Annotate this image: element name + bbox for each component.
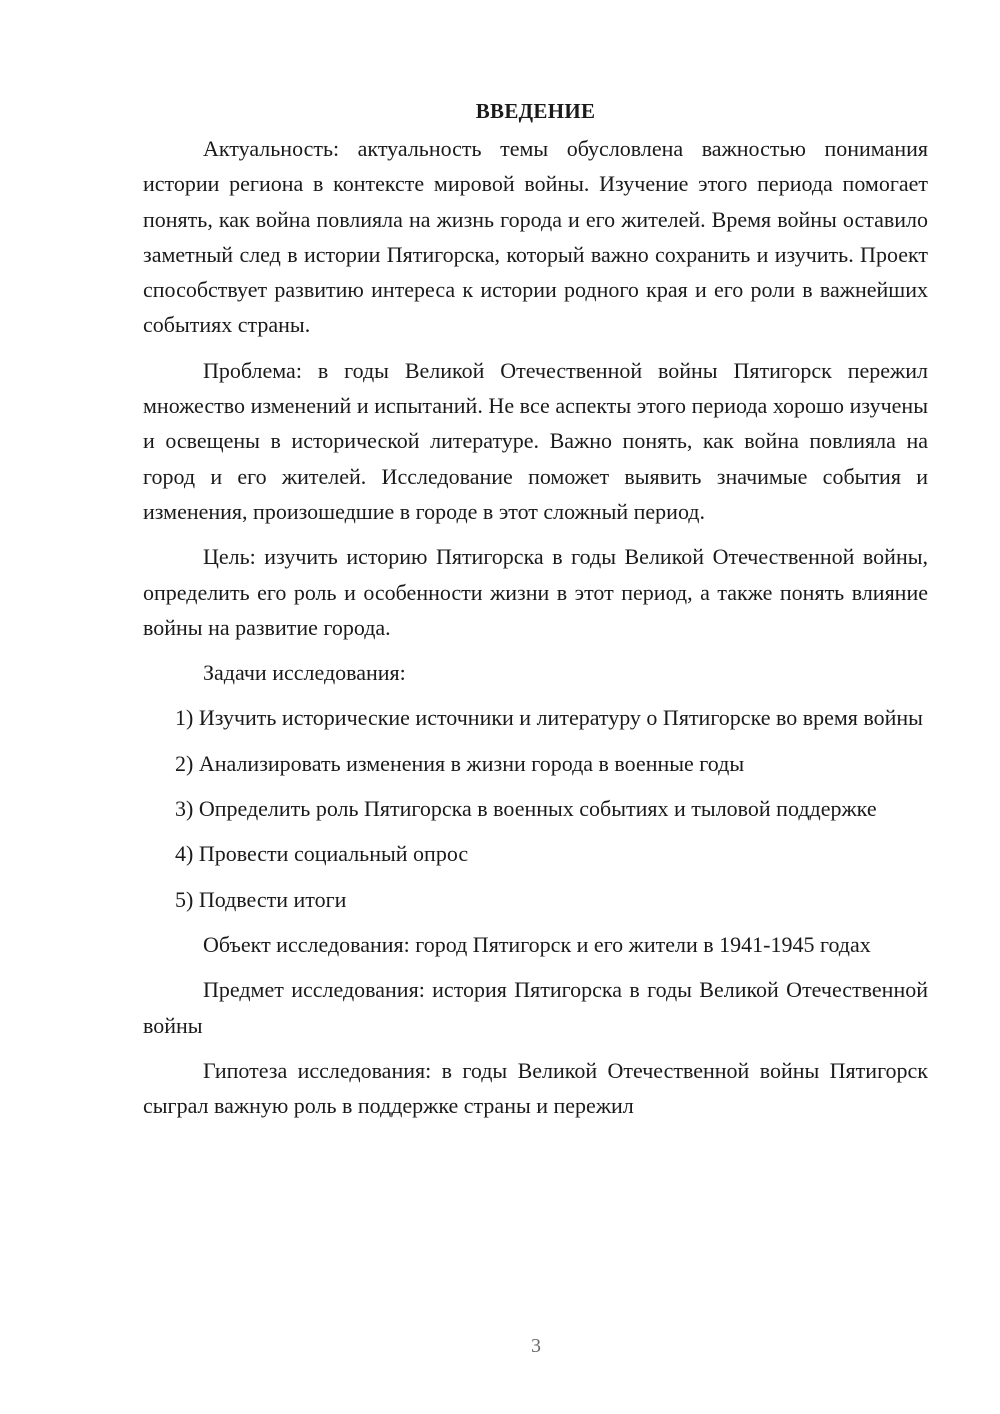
task-item-4: 4) Провести социальный опрос	[175, 841, 469, 867]
task-item-1: 1) Изучить исторические источники и литературу о Пятигорске во время войны	[175, 705, 923, 731]
paragraph-problem: Проблема: в годы Великой Отечественной войны Пятигорск пережил множество изменений и испытаний. Не все аспекты этого периода хорошо изучены и освещены в исторической литературе. Важно понять, как война повлияла на город и его жителей. Исследование поможет выявить значимые события и изменения, произошедшие в городе в этот сложный период.	[143, 357, 928, 524]
paragraph-object: Объект исследования: город Пятигорск и его жители в 1941-1945 годах	[203, 931, 871, 957]
page-number: 3	[531, 1335, 541, 1357]
paragraph-hypothesis: Гипотеза исследования: в годы Великой Отечественной войны Пятигорск сыграл важную роль в поддержке страны и пережил	[143, 1057, 928, 1119]
task-item-5: 5) Подвести итоги	[175, 886, 347, 912]
paragraph-subject: Предмет исследования: история Пятигорска в годы Великой Отечественной войны	[143, 977, 928, 1038]
task-item-2: 2) Анализировать изменения в жизни города в военные годы	[175, 750, 745, 776]
section-title: ВВЕДЕНИЕ	[475, 99, 596, 123]
paragraph-goal: Цель: изучить историю Пятигорска в годы Великой Отечественной войны, определить его роль и особенности жизни в этот период, а также понять влияние войны на развитие города.	[143, 544, 928, 640]
task-item-3: 3) Определить роль Пятигорска в военных событиях и тыловой поддержке	[175, 796, 877, 822]
tasks-heading: Задачи исследования:	[203, 660, 406, 686]
document-page	[143, 96, 928, 1133]
paragraph-relevance: Актуальность: актуальность темы обусловлена важностью понимания истории региона в контексте мировой войны. Изучение этого периода помогает понять, как война повлияла на жизнь города и его жителей. Время войны оставило заметный след в истории Пятигорска, который важно сохранить и изучить. Проект способствует развитию интереса к истории родного края и его роли в важнейших событиях страны.	[143, 136, 928, 338]
